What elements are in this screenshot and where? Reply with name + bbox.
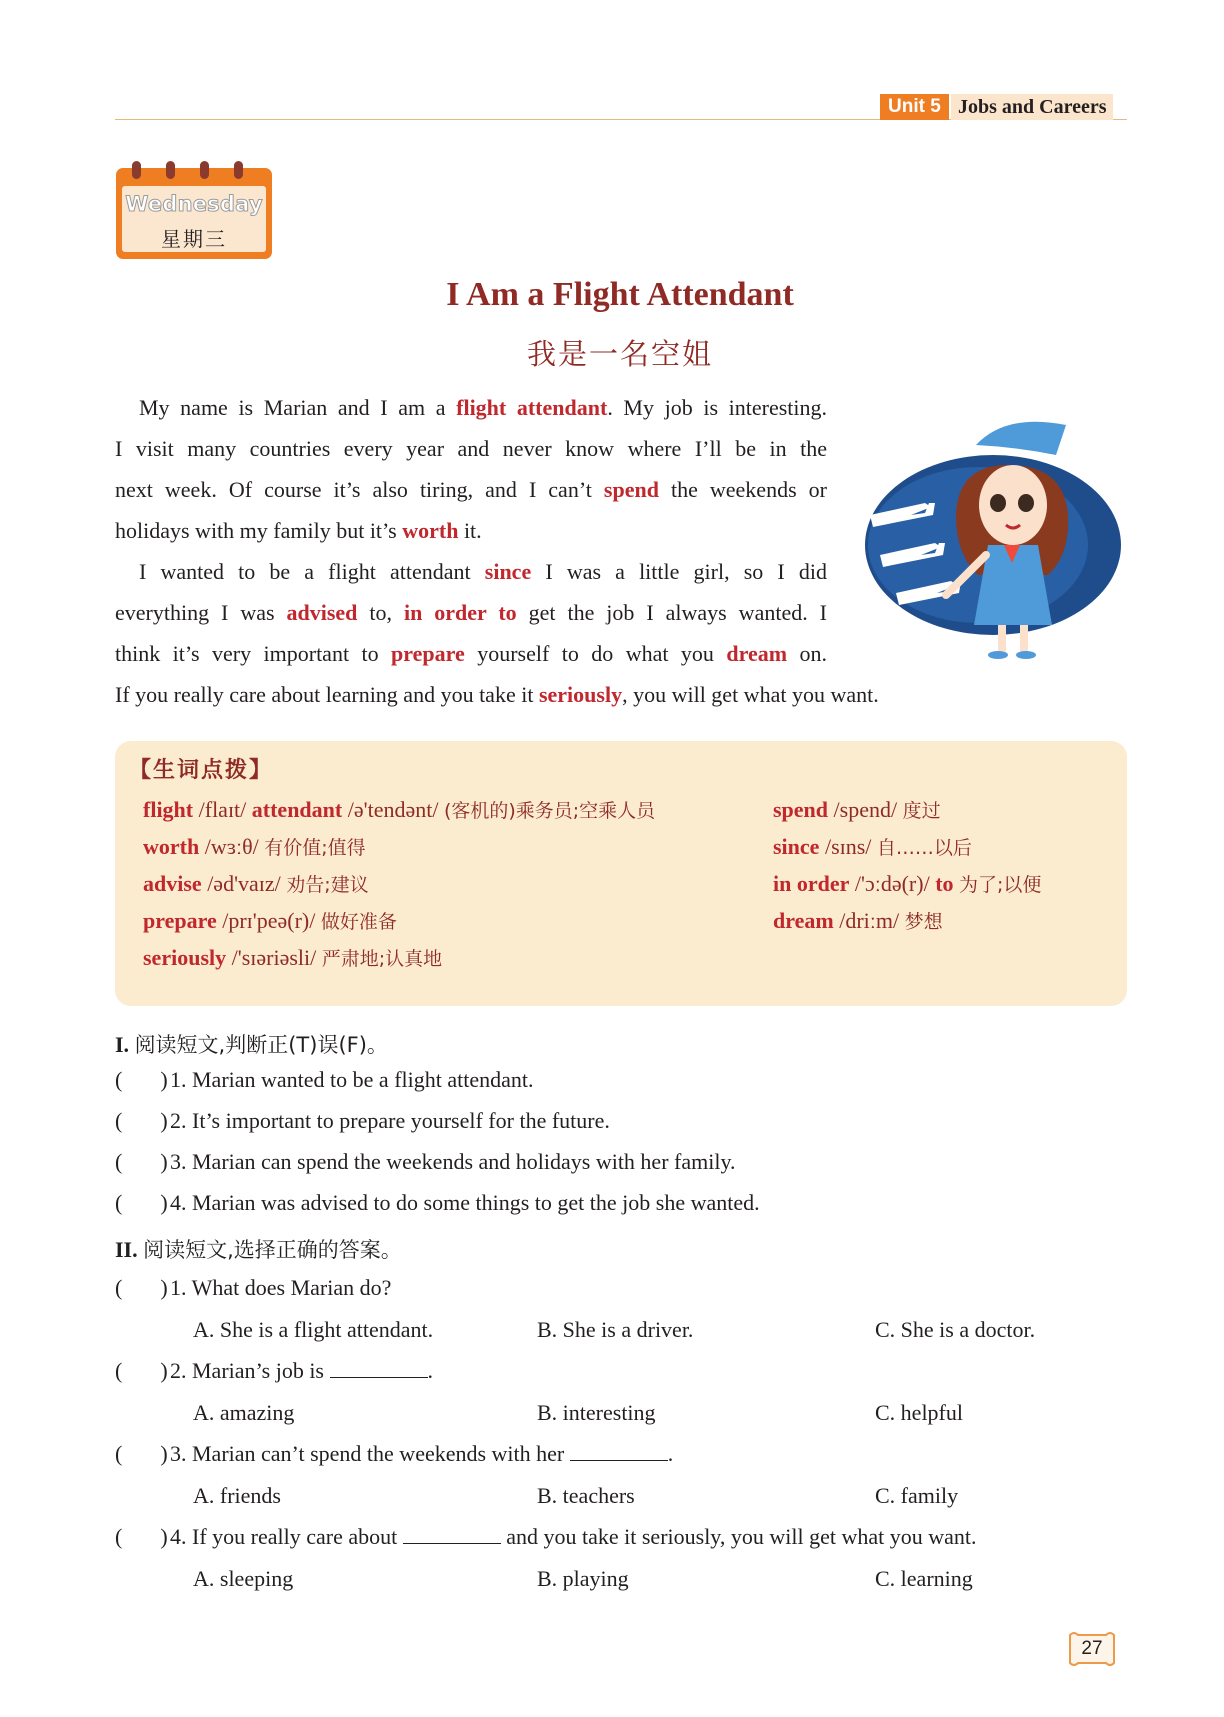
- vocab-meaning: 为了;以便: [959, 874, 1042, 896]
- passage-paragraph-1: [115, 387, 827, 551]
- passage-text: If you really care about learning and you take it: [115, 682, 539, 707]
- passage-text: the weekends or: [658, 477, 827, 502]
- paren-open: (: [115, 1524, 123, 1549]
- answer-paren[interactable]: [115, 1108, 170, 1134]
- passage-paragraph-2: [115, 551, 879, 715]
- passage-keyword: prepare: [391, 641, 465, 666]
- passage-text: next week. Of course it’s also tiring, and I can’t: [115, 477, 604, 502]
- vocab-meaning: 严肃地;认真地: [321, 948, 443, 970]
- vocab-phonetic: /ə'tendənt/: [347, 797, 439, 822]
- passage-text: My name is Marian and I am a: [139, 395, 457, 420]
- paren-close: ): [160, 1524, 168, 1549]
- true-false-question: [115, 1108, 610, 1134]
- vocab-meaning: 劝告;建议: [286, 874, 369, 896]
- calendar-ring: [132, 161, 141, 179]
- question-text: 1. What does Marian do?: [170, 1275, 392, 1300]
- answer-paren[interactable]: [115, 1190, 170, 1216]
- vocab-meaning: (客机的)乘务员;空乘人员: [443, 800, 656, 822]
- vocab-meaning: 自……以后: [876, 837, 972, 859]
- section-2-heading: [115, 1234, 402, 1264]
- passage-text: think it’s very important to: [115, 641, 392, 666]
- question-text-after: .: [667, 1441, 674, 1466]
- unit-badge: Unit 5: [880, 94, 949, 120]
- passage-line: [115, 633, 827, 674]
- answer-option[interactable]: C. learning: [875, 1566, 973, 1591]
- vocab-word: since: [773, 834, 820, 859]
- page-number: 27: [1081, 1638, 1103, 1659]
- multiple-choice-question: [115, 1358, 433, 1384]
- section-2-title: 阅读短文,选择正确的答案。: [143, 1238, 402, 1262]
- vocab-word: spend: [773, 797, 829, 822]
- answer-paren[interactable]: [115, 1275, 170, 1301]
- answer-option[interactable]: B. teachers: [537, 1483, 635, 1508]
- vocab-phonetic: /wɜːθ/: [204, 834, 259, 859]
- paren-close: ): [160, 1067, 168, 1092]
- section-1-number: I.: [115, 1032, 130, 1057]
- answer-option[interactable]: A. She is a flight attendant.: [193, 1317, 434, 1342]
- vocab-phonetic: /flaɪt/: [198, 797, 247, 822]
- vocab-phonetic: /'ɔːdə(r)/: [854, 871, 930, 896]
- passage-text: , you will get what you want.: [622, 682, 879, 707]
- calendar-day-cn: 星期三: [161, 227, 227, 251]
- paren-close: ): [160, 1441, 168, 1466]
- paren-close: ): [160, 1190, 168, 1215]
- answer-paren[interactable]: [115, 1441, 170, 1467]
- passage-text: . My job is interesting.: [607, 395, 828, 420]
- true-false-question: [115, 1067, 534, 1093]
- calendar-icon: [116, 168, 272, 259]
- vocab-meaning: 有价值;值得: [264, 837, 366, 859]
- unit-title: Jobs and Careers: [951, 94, 1113, 120]
- calendar-day-en: Wednesday: [125, 192, 263, 216]
- true-false-question: [115, 1149, 736, 1175]
- paren-open: (: [115, 1275, 123, 1300]
- answer-option[interactable]: C. helpful: [875, 1400, 963, 1425]
- vocab-phonetic: /'sɪəriəsli/: [231, 945, 317, 970]
- passage-text: get the job I always wanted. I: [516, 600, 827, 625]
- passage-keyword: flight attendant: [456, 395, 608, 420]
- passage-keyword: dream: [726, 641, 788, 666]
- answer-paren[interactable]: [115, 1067, 170, 1093]
- paren-open: (: [115, 1067, 123, 1092]
- vocab-word: prepare: [143, 908, 217, 933]
- multiple-choice-question: [115, 1441, 673, 1467]
- passage-keyword: seriously: [538, 682, 623, 707]
- answer-blank[interactable]: [403, 1542, 501, 1544]
- vocab-phonetic: /sɪns/: [824, 834, 872, 859]
- calendar-page: [122, 186, 266, 252]
- vocab-entry: [773, 796, 941, 823]
- passage-keyword: since: [484, 559, 532, 584]
- passage-line: [115, 428, 827, 469]
- paren-close: ): [160, 1358, 168, 1383]
- page-subtitle: 我是一名空姐: [526, 337, 713, 371]
- vocab-meaning: 做好准备: [320, 911, 397, 933]
- passage-keyword: advised: [286, 600, 358, 625]
- vocab-word: attendant: [251, 797, 343, 822]
- question-text-after: and you take it seriously, you will get what you want.: [506, 1524, 977, 1549]
- answer-option[interactable]: B. She is a driver.: [537, 1317, 694, 1342]
- answer-blank[interactable]: [330, 1376, 428, 1378]
- passage-text: holidays with my family but it’s: [115, 518, 403, 543]
- vocab-entry: [143, 870, 369, 897]
- vocab-word: flight: [143, 797, 194, 822]
- paren-close: ): [160, 1149, 168, 1174]
- paren-open: (: [115, 1108, 123, 1133]
- section-2-number: II.: [115, 1237, 138, 1262]
- passage-text: yourself to do what you: [464, 641, 727, 666]
- answer-paren[interactable]: [115, 1524, 170, 1550]
- answer-paren[interactable]: [115, 1358, 170, 1384]
- passage-text: to,: [357, 600, 404, 625]
- vocab-meaning: 梦想: [904, 911, 943, 933]
- vocab-entry: [143, 833, 366, 860]
- vocab-phonetic: /driːm/: [839, 908, 900, 933]
- vocab-word: dream: [773, 908, 834, 933]
- answer-option[interactable]: C. family: [875, 1483, 959, 1508]
- answer-option[interactable]: B. playing: [537, 1566, 629, 1591]
- passage-text: it.: [458, 518, 482, 543]
- question-text: 4. If you really care about: [170, 1524, 398, 1549]
- question-text: 1. Marian wanted to be a flight attendant.: [170, 1067, 534, 1092]
- question-text: 3. Marian can spend the weekends and holidays with her family.: [170, 1149, 736, 1174]
- paren-open: (: [115, 1149, 123, 1174]
- paren-open: (: [115, 1190, 123, 1215]
- vocab-word: seriously: [143, 945, 227, 970]
- flight-attendant-illustration: [858, 395, 1128, 665]
- calendar-ring: [234, 161, 243, 179]
- passage-keyword: in order to: [403, 600, 517, 625]
- paren-open: (: [115, 1358, 123, 1383]
- answer-option[interactable]: A. sleeping: [193, 1566, 294, 1591]
- multiple-choice-question: [115, 1275, 391, 1301]
- vocab-word: worth: [143, 834, 200, 859]
- passage-text: on.: [787, 641, 827, 666]
- passage-line: [115, 551, 827, 592]
- answer-option[interactable]: A. amazing: [193, 1400, 295, 1425]
- passage-text: I was a little girl, so I did: [531, 559, 828, 584]
- vocab-word: advise: [143, 871, 202, 896]
- passage-text: I wanted to be a flight attendant: [139, 559, 485, 584]
- vocabulary-heading: 【生词点拨】: [129, 758, 274, 783]
- vocab-phonetic: /spend/: [833, 797, 898, 822]
- passage-text: everything I was: [115, 600, 287, 625]
- passage-line: [115, 387, 827, 428]
- passage-keyword: spend: [603, 477, 659, 502]
- answer-blank[interactable]: [570, 1459, 668, 1461]
- question-text: 3. Marian can’t spend the weekends with her: [170, 1441, 565, 1466]
- vocab-entry: [143, 796, 655, 823]
- vocab-entry: [773, 907, 943, 934]
- calendar-ring: [166, 161, 175, 179]
- answer-paren[interactable]: [115, 1149, 170, 1175]
- passage-line: [115, 592, 827, 633]
- section-1-heading: [115, 1029, 388, 1059]
- question-text: 2. It’s important to prepare yourself for the future.: [170, 1108, 610, 1133]
- passage-keyword: worth: [402, 518, 459, 543]
- vocab-phonetic: /əd'vaɪz/: [207, 871, 281, 896]
- answer-option[interactable]: B. interesting: [537, 1400, 656, 1425]
- vocabulary-box: [115, 741, 1127, 1006]
- vocab-entry: [143, 944, 442, 971]
- page-title: I Am a Flight Attendant: [446, 276, 794, 313]
- passage-text: I visit many countries every year and never know where I’ll be in the: [115, 436, 827, 461]
- paren-close: ): [160, 1108, 168, 1133]
- vocab-meaning: 度过: [902, 800, 941, 822]
- vocab-word: to: [935, 871, 954, 896]
- question-text: 4. Marian was advised to do some things to get the job she wanted.: [170, 1190, 760, 1215]
- answer-option[interactable]: C. She is a doctor.: [875, 1317, 1036, 1342]
- vocab-word: in order: [773, 871, 850, 896]
- paren-open: (: [115, 1441, 123, 1466]
- answer-option[interactable]: A. friends: [193, 1483, 281, 1508]
- true-false-question: [115, 1190, 760, 1216]
- multiple-choice-question: [115, 1524, 977, 1550]
- passage-line: [115, 469, 827, 510]
- question-text-after: .: [427, 1358, 433, 1383]
- vocab-entry: [773, 833, 972, 860]
- section-1-title: 阅读短文,判断正(T)误(F)。: [134, 1033, 388, 1057]
- calendar-ring: [200, 161, 209, 179]
- paren-close: ): [160, 1275, 168, 1300]
- vocab-entry: [773, 870, 1041, 897]
- passage-line: [115, 674, 1015, 715]
- question-text: 2. Marian’s job is: [170, 1358, 324, 1383]
- vocab-entry: [143, 907, 397, 934]
- vocab-phonetic: /prɪ'peə(r)/: [222, 908, 316, 933]
- passage-line: [115, 510, 827, 551]
